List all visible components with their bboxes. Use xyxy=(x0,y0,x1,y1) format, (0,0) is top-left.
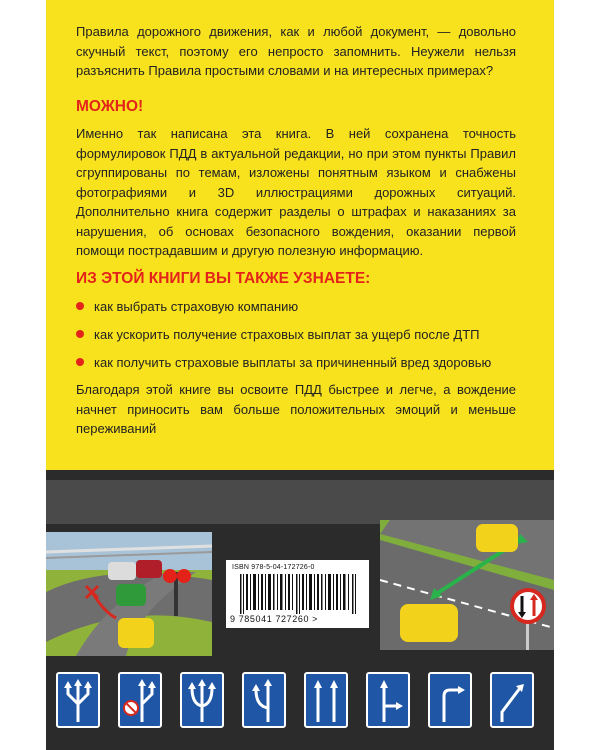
lane-left-straight-right-icon xyxy=(180,672,224,728)
learn-heading: ИЗ ЭТОЙ КНИГИ ВЫ ТАКЖЕ УЗНАЕТЕ: xyxy=(76,270,371,287)
lane-right-turn-icon xyxy=(428,672,472,728)
bullet-dot-icon xyxy=(76,358,84,366)
isbn-digits: 9 785041 727260 > xyxy=(230,614,319,624)
isbn-label: ISBN 978-5-04-172726-0 xyxy=(232,564,315,571)
bullet-item-3: как получить страховые выплаты за причиненный вред здоровью xyxy=(76,354,536,372)
lane-straight-icon xyxy=(304,672,348,728)
lane-signs-row xyxy=(56,672,544,732)
description-text: Именно так написана эта книга. В ней сохранена точность формулировок ПДД в актуальной редакции, но при этом пункты Правил сгруппированы по темам, изложены понятным языком и снабжены фотографиями и 3D иллюстрациями дорожных ситуаций. Дополнительно книга содержит разделы о штрафах и наказаниях за нарушения, об основах безопасного вождения, оказании первой помощи пострадавшим и другую полезную информацию. xyxy=(76,126,516,258)
closing-text: Благодаря этой книге вы освоите ПДД быстрее и легче, а вождение начнет приносить вам больше положительных эмоций и меньше переживаний xyxy=(76,382,516,436)
lane-no-left-turn-icon xyxy=(118,672,162,728)
bullet-item-2: как ускорить получение страховых выплат за ущерб после ДТП xyxy=(76,326,536,344)
oncoming-traffic-illustration xyxy=(380,520,554,650)
lane-straight-right-icon xyxy=(366,672,410,728)
bullet-dot-icon xyxy=(76,330,84,338)
road-band xyxy=(46,480,554,524)
intro-text: Правила дорожного движения, как и любой документ, — довольно скучный текст, поэтому его непросто запомнить. Неужели нельзя разъяснить Правила простыми словами и на интересных примерах? xyxy=(76,24,516,78)
book-back-cover xyxy=(46,0,554,750)
bullet-dot-icon xyxy=(76,302,84,310)
lane-right-merge-icon xyxy=(490,672,534,728)
lane-straight-left-right-icon xyxy=(56,672,100,728)
bullet-item-1: как выбрать страховую компанию xyxy=(76,298,536,316)
railway-crossing-illustration xyxy=(46,532,212,656)
barcode-icon xyxy=(240,574,358,614)
answer-heading: МОЖНО! xyxy=(76,98,144,115)
lane-left-straight-icon xyxy=(242,672,286,728)
isbn-barcode xyxy=(226,560,369,628)
